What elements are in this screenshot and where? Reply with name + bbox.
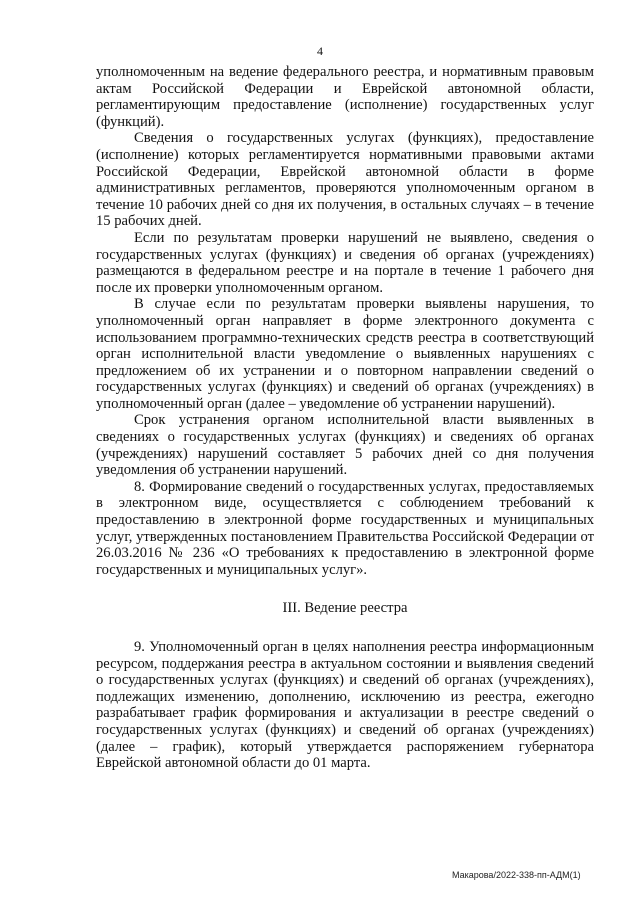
paragraph-item-8: 8. Формирование сведений о государственных услугах, предоставляемых в электронном виде, осуществляется с соблюдением требований к предоставлению в электронной форме государственных и муниципальных услуг, утвержденных постановлением Правительства Российской Федерации от 26.03.2016 № 236 «О требованиях к предоставлению в электронной форме государственных и муниципальных услуг». bbox=[96, 478, 594, 578]
document-body bbox=[96, 64, 594, 772]
paragraph-continuation: уполномоченным на ведение федерального реестра, и нормативным правовым актам Российской Федерации и Еврейской автономной области, регламентирующим предоставление (исполнение) государственных услуг (функций). bbox=[96, 64, 594, 130]
paragraph-correction-term: Срок устранения органом исполнительной власти выявленных в сведениях о государственных услугах (функциях) и сведениях об органах (учреждениях) нарушений составляет 5 рабочих дней со дня получения уведомления об устранении нарушений. bbox=[96, 412, 594, 479]
paragraph-violations-found: В случае если по результатам проверки выявлены нарушения, то уполномоченный орган направляет в форме электронного документа с использованием программно-технических средств реестра в соответствующий орган исполнительной власти уведомление о выявленных нарушениях с предложением об их устранении и о повторном направлении сведений о государственных услугах (функциях) и сведений об органах (учреждениях) в уполномоченный орган (далее – уведомление об устранении нарушений). bbox=[96, 296, 594, 412]
footer-document-code: Макарова/2022-338-пп-АДМ(1) bbox=[452, 870, 581, 880]
paragraph-verification-terms: Сведения о государственных услугах (функциях), предоставление (исполнение) которых регламентируется нормативными правовыми актами Российской Федерации, Еврейской автономной области в форме административных регламентов, проверяются уполномоченным органом в течение 10 рабочих дней со дня их получения, в остальных случаях – в течение 15 рабочих дней. bbox=[96, 130, 594, 230]
page-number: 4 bbox=[317, 44, 323, 58]
paragraph-no-violations: Если по результатам проверки нарушений не выявлено, сведения о государственных услугах (функциях) и сведения об органах (учреждениях) размещаются в федеральном реестре и на портале в течение 1 рабочего дня после их проверки уполномоченным органом. bbox=[96, 229, 594, 296]
section-heading: III. Ведение реестра bbox=[282, 600, 408, 617]
paragraph-item-9: 9. Уполномоченный орган в целях наполнения реестра информационным ресурсом, поддержания реестра в актуальном состоянии и выявления сведений о государственных услугах (функциях) и сведений об органах (учреждениях), подлежащих изменению, дополнению, исключению из реестра, ежегодно разрабатывает график формирования и актуализации в реестре сведений о государственных услугах (функциях) и сведений об органах (учреждениях) (далее – график), который утверждается распоряжением губернатора Еврейской автономной области до 01 марта. bbox=[96, 639, 594, 772]
